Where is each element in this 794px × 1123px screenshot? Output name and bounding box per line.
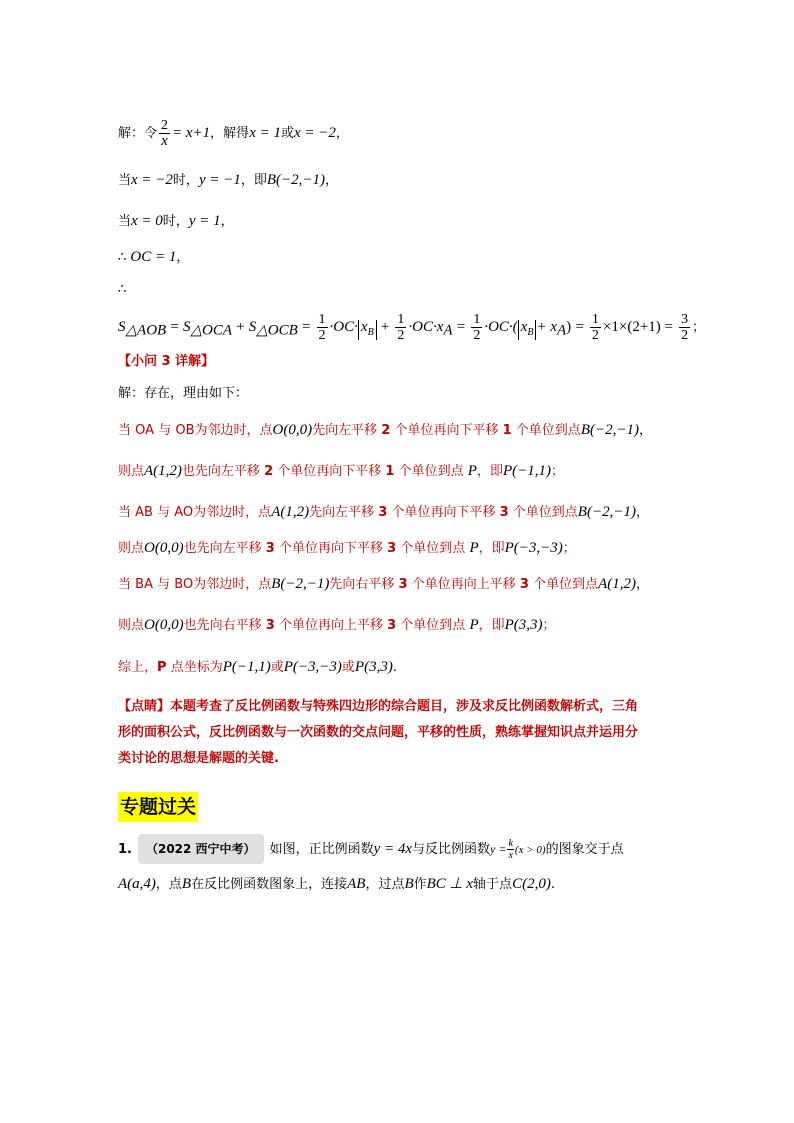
text: 则点 xyxy=(118,618,145,633)
text: 个单位再向下平移 xyxy=(391,505,496,520)
math: P(3,3) xyxy=(354,659,393,675)
text: P xyxy=(157,660,167,675)
subscript: △AOB xyxy=(125,322,167,339)
text: 个单位再向上平移 xyxy=(411,577,516,592)
section-title: 专题过关 xyxy=(118,792,198,822)
math: B(−2,−1) xyxy=(577,504,636,520)
text: 与 xyxy=(157,505,171,520)
fraction xyxy=(471,312,482,343)
text: OA xyxy=(135,423,155,438)
numerator: 1 xyxy=(318,312,326,327)
math: ) xyxy=(566,319,572,335)
case-3-line-1 xyxy=(118,574,649,595)
text: ，过点 xyxy=(365,877,405,892)
text: 也先向左平移 xyxy=(183,541,262,556)
math: OC = 1 xyxy=(130,249,177,265)
text: 个单位到点 xyxy=(398,464,464,479)
fraction xyxy=(159,118,170,149)
math: ×1×(2+1) = xyxy=(602,319,673,335)
text: ； xyxy=(550,464,564,479)
case-1-line-1 xyxy=(118,420,652,441)
math: S xyxy=(182,319,191,335)
math: P(−3,−3) xyxy=(283,659,342,675)
math: B(−2,−1) xyxy=(271,576,330,592)
text: ， xyxy=(220,214,234,229)
text: . xyxy=(550,877,555,892)
text: 时， xyxy=(162,214,189,229)
therefore-symbol: ∴ xyxy=(118,282,127,297)
text: ， xyxy=(335,126,349,141)
subscript: A xyxy=(443,322,453,339)
text: 也先向左平移 xyxy=(181,464,260,479)
math: B xyxy=(404,876,414,892)
absolute-value xyxy=(518,320,537,340)
text: . xyxy=(392,660,397,675)
math: P xyxy=(469,617,479,633)
text: 当 xyxy=(118,577,132,592)
text: ， xyxy=(638,423,652,438)
solution-line-2 xyxy=(118,170,338,191)
denominator: 2 xyxy=(591,328,599,343)
absolute-value xyxy=(358,320,377,340)
math: ·OC·( xyxy=(484,319,518,335)
math: P(−1,1) xyxy=(222,659,271,675)
math: P(−3,−3) xyxy=(504,540,563,556)
text: 与 xyxy=(158,423,172,438)
question-1-line-1 xyxy=(118,834,624,864)
text: 2 xyxy=(381,423,391,438)
math: O(0,0) xyxy=(144,617,184,633)
source-tag: （2022 西宁中考） xyxy=(138,834,264,864)
text: 个单位再向上平移 xyxy=(278,618,383,633)
text: ，即 xyxy=(478,541,505,556)
text: ， xyxy=(635,505,649,520)
case-3-line-2 xyxy=(118,615,556,636)
text: 个单位再向下平移 xyxy=(278,541,383,556)
math: P xyxy=(469,540,479,556)
math: S xyxy=(248,319,257,335)
math: y = −1 xyxy=(198,172,241,188)
case-2-line-2 xyxy=(118,538,576,559)
text: 作 xyxy=(413,877,427,892)
denominator: 2 xyxy=(397,328,405,343)
math: A(1,2) xyxy=(598,576,636,592)
numerator: 2 xyxy=(161,118,169,133)
text: 则点 xyxy=(118,464,145,479)
fraction xyxy=(395,312,406,343)
text: 个单位到点 xyxy=(533,577,599,592)
text: ， xyxy=(176,250,190,265)
subscript: △OCB xyxy=(256,322,298,339)
math: = x+1 xyxy=(172,125,211,141)
math: = xyxy=(456,319,466,335)
text: 3 xyxy=(499,505,509,520)
solution-line-4 xyxy=(118,247,189,268)
numerator: 1 xyxy=(397,312,405,327)
math: = xyxy=(301,319,311,335)
text: ，即 xyxy=(478,618,505,633)
math: A(1,2) xyxy=(271,504,310,520)
text: ，解得 xyxy=(210,126,250,141)
numerator: 1 xyxy=(473,312,481,327)
text: ，即 xyxy=(240,173,267,188)
text: 个单位再向下平移 xyxy=(277,464,382,479)
text: OB xyxy=(175,423,195,438)
text: 3 xyxy=(265,541,275,556)
solution-intro: 解：存在，理由如下： xyxy=(118,386,249,401)
text: 1 xyxy=(502,423,512,438)
note-line: 类讨论的思想是解题的关键. xyxy=(118,751,279,766)
text: 1 xyxy=(385,464,395,479)
conclusion-line xyxy=(118,657,397,678)
math: x xyxy=(360,319,368,335)
text: ， xyxy=(635,577,649,592)
text: 当 xyxy=(118,505,132,520)
math: P xyxy=(467,463,477,479)
math: S xyxy=(118,319,126,335)
numerator: k xyxy=(508,838,513,849)
math: A(1,2) xyxy=(144,463,182,479)
text: 3 xyxy=(387,541,397,556)
text: 先向左平移 xyxy=(309,505,375,520)
text: 先向右平移 xyxy=(329,577,395,592)
text: AO xyxy=(174,505,194,520)
text: 时， xyxy=(172,173,199,188)
text: 个单位到点 xyxy=(400,618,466,633)
math: y = 1 xyxy=(188,213,221,229)
text: 如图，正比例函数 xyxy=(269,842,374,857)
text: 3 xyxy=(519,577,529,592)
math: BC ⊥ x xyxy=(426,876,474,892)
denominator: x xyxy=(508,850,513,861)
text: 为邻边时，点 xyxy=(193,505,272,520)
text: 在反比例函数图象上，连接 xyxy=(191,877,348,892)
text: AB xyxy=(135,505,153,520)
math: A(a,4) xyxy=(118,876,156,892)
question-1-line-2 xyxy=(118,874,555,895)
math: P(3,3) xyxy=(504,617,543,633)
math: = xyxy=(170,319,179,335)
solution-line-3 xyxy=(118,211,234,232)
text: ； xyxy=(542,618,556,633)
math: + xyxy=(236,319,245,335)
math: B(−2,−1) xyxy=(580,422,639,438)
text: ，即 xyxy=(476,464,503,479)
subquestion-3-heading: 【小问 3 详解】 xyxy=(118,354,215,369)
text: 为邻边时，点 xyxy=(193,577,272,592)
case-1-line-2 xyxy=(118,461,564,482)
text: 个单位再向下平移 xyxy=(394,423,499,438)
math: C(2,0) xyxy=(512,876,551,892)
text: 或 xyxy=(341,660,355,675)
text: 个单位到点 xyxy=(400,541,466,556)
denominator: x xyxy=(161,133,168,149)
fraction xyxy=(590,312,601,343)
text: 当 xyxy=(118,173,132,188)
solution-line-5 xyxy=(118,280,126,300)
numerator: 3 xyxy=(681,312,689,327)
math: x = −2 xyxy=(293,125,336,141)
math: y = 4x xyxy=(373,841,413,857)
math: + xyxy=(380,319,390,335)
math: x = −2 xyxy=(131,172,173,188)
math: x xyxy=(520,319,528,335)
denominator: 2 xyxy=(681,328,689,343)
math: y = xyxy=(490,842,507,856)
text: ， xyxy=(325,173,339,188)
text: ，点 xyxy=(155,877,182,892)
text: 或 xyxy=(270,660,284,675)
text: 个单位到点 xyxy=(515,423,581,438)
denominator: 2 xyxy=(318,328,326,343)
text: BA xyxy=(135,577,153,592)
text: 3 xyxy=(398,577,408,592)
text: 轴于点 xyxy=(473,877,513,892)
note-line: 形的面积公式，反比例函数与一次函数的交点问题，平移的性质，熟练掌握知识点并运用分 xyxy=(118,725,639,740)
key-point-note xyxy=(118,694,638,772)
text: 当 xyxy=(118,423,132,438)
math: ·OC· xyxy=(329,319,358,335)
text: 综上， xyxy=(118,660,158,675)
math: O(0,0) xyxy=(272,422,313,438)
text: 个单位到点 xyxy=(512,505,578,520)
text: 则点 xyxy=(118,541,145,556)
case-2-line-1 xyxy=(118,502,649,523)
question-number: 1. xyxy=(118,842,132,857)
denominator: 2 xyxy=(473,328,481,343)
text: BO xyxy=(174,577,194,592)
text: 的图象交于点 xyxy=(545,842,624,857)
fraction xyxy=(317,312,328,343)
text: 与 xyxy=(157,577,171,592)
fraction xyxy=(507,838,513,861)
numerator: 1 xyxy=(591,312,599,327)
math: ·OC·x xyxy=(408,319,444,335)
fraction xyxy=(679,312,690,343)
text: 点坐标为 xyxy=(170,660,223,675)
text: 先向左平移 xyxy=(312,423,378,438)
text: 或 xyxy=(280,126,294,141)
math: + x xyxy=(536,319,557,335)
text: ； xyxy=(692,320,706,335)
subscript: B xyxy=(367,327,374,338)
subscript: △OCA xyxy=(190,322,232,339)
area-formula-line xyxy=(118,310,705,348)
text: 当 xyxy=(118,214,132,229)
math: x = 0 xyxy=(131,213,163,229)
subscript: A xyxy=(557,322,567,339)
text: ； xyxy=(562,541,576,556)
math: P(−1,1) xyxy=(502,463,551,479)
solution-line-1 xyxy=(118,118,349,149)
subscript: B xyxy=(527,327,534,338)
text: 为邻边时，点 xyxy=(194,423,273,438)
text: 解：令 xyxy=(118,126,158,141)
math: O(0,0) xyxy=(144,540,184,556)
math: x = 1 xyxy=(249,125,281,141)
text: 2 xyxy=(264,464,274,479)
text: 3 xyxy=(378,505,388,520)
math: B xyxy=(181,876,192,892)
math: (x > 0) xyxy=(514,844,546,856)
math: B(−2,−1) xyxy=(266,172,326,188)
note-line: 【点睛】本题考查了反比例函数与特殊四边形的综合题目，涉及求反比例函数解析式，三角 xyxy=(118,699,639,714)
text: 也先向右平移 xyxy=(183,618,262,633)
text: 3 xyxy=(387,618,397,633)
text: 3 xyxy=(265,618,275,633)
math: = xyxy=(575,319,584,335)
text: 与反比例函数 xyxy=(412,842,491,857)
math: AB xyxy=(347,876,366,892)
therefore-symbol: ∴ xyxy=(118,250,127,265)
